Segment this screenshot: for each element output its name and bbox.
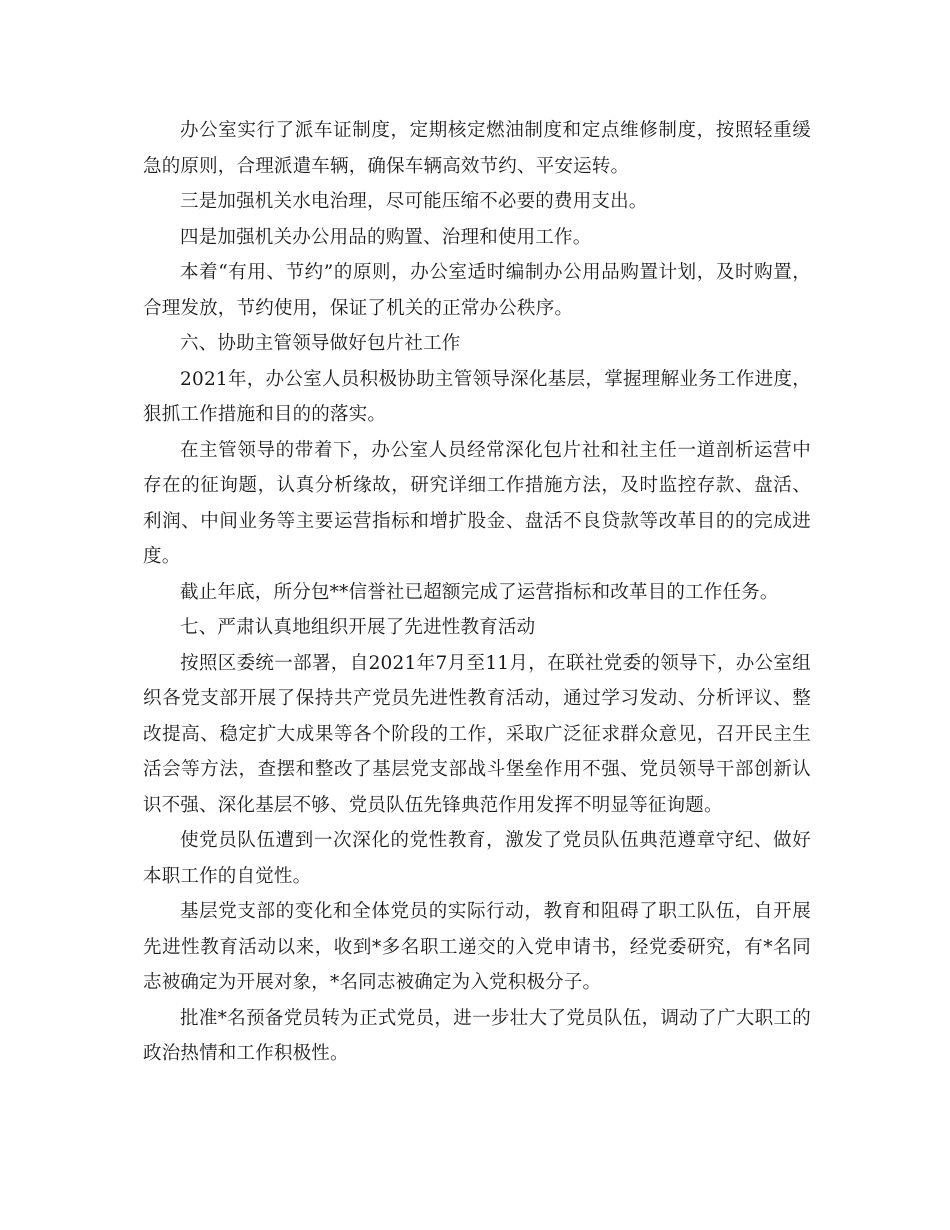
paragraph-membership-applications: 基层党支部的变化和全体党员的实际行动，教育和阻碍了职工队伍，自开展先进性教育活动以来，收到*多名职工递交的入党申请书，经党委研究，有*名同志被确定为开展对象，*名同志被确定为入党积极分子。	[143, 901, 811, 993]
paragraph-party-education: 使党员队伍遭到一次深化的党性教育，激发了党员队伍典范遵章守纪、做好本职工作的自觉性。	[143, 830, 811, 887]
document-body	[143, 113, 811, 1072]
paragraph-vehicle-management: 办公室实行了派车证制度，定期核定燃油制度和定点维修制度，按照轻重缓急的原则，合理派遣车辆，确保车辆高效节约、平安运转。	[143, 120, 811, 177]
paragraph-member-approval: 批准*名预备党员转为正式党员，进一步壮大了党员队伍，调动了广大职工的政治热情和工作积极性。	[143, 1007, 811, 1064]
section-heading-7: 七、严肃认真地组织开展了先进性教育活动	[180, 617, 536, 638]
paragraph-grassroots-support: 2021年，办公室人员积极协助主管领导深化基层，掌握理解业务工作进度，狠抓工作措施和目的的落实。	[143, 368, 811, 425]
paragraph-supplies-principle: 本着“有用、节约”的原则，办公室适时编制办公用品购置计划，及时购置，合理发放，节约使用，保证了机关的正常办公秩序。	[143, 262, 811, 319]
paragraph-education-campaign: 按照区委统一部署，自2021年7月至11月，在联社党委的领导下，办公室组织各党支部开展了保持共产党员先进性教育活动，通过学习发动、分析评议、整改提高、稳定扩大成果等各个阶段的工作，采取广泛征求群众意见，召开民主生活会等方法，查摆和整改了基层党支部战斗堡垒作用不强、党员领导干部创新认识不强、深化基层不够、党员队伍先锋典范作用发挥不明显等征询题。	[143, 652, 811, 816]
paragraph-leadership-analysis: 在主管领导的带着下，办公室人员经常深化包片社和社主任一道剖析运营中存在的征询题，认真分析缘故，研究详细工作措施方法，及时监控存款、盘活、利润、中间业务等主要运营指标和增扩股金、盘活不良贷款等改革目的的完成进度。	[143, 439, 811, 567]
paragraph-year-end-results: 截止年底，所分包**信誉社已超额完成了运营指标和改革目的工作任务。	[180, 581, 779, 603]
paragraph-office-supplies: 四是加强机关办公用品的购置、治理和使用工作。	[180, 226, 592, 248]
section-heading-6: 六、协助主管领导做好包片社工作	[180, 333, 461, 354]
paragraph-utilities-management: 三是加强机关水电治理，尽可能压缩不必要的费用支出。	[180, 191, 648, 212]
